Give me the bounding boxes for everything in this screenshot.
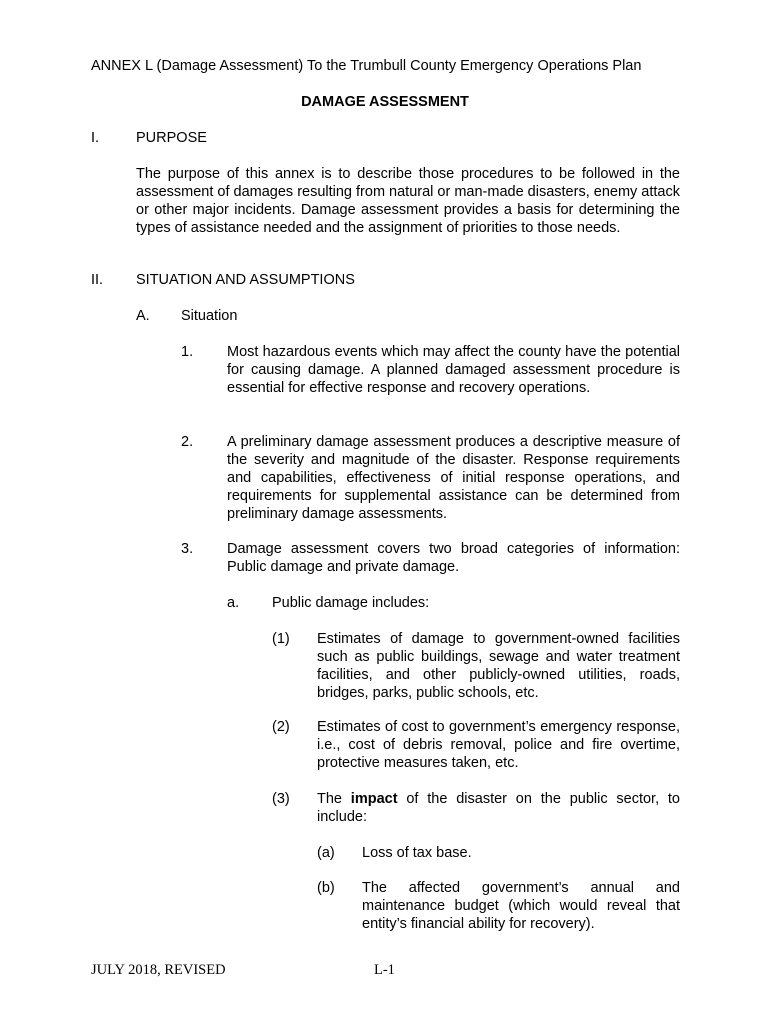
sub-list-letter: a. xyxy=(227,595,240,611)
list-item-number: 2. xyxy=(181,434,194,450)
nested-item-number: (1) xyxy=(272,631,290,647)
nested-item-number: (2) xyxy=(272,719,290,735)
footer-date: JULY 2018, REVISED xyxy=(91,962,226,978)
annex-header: ANNEX L (Damage Assessment) To the Trumbull County Emergency Operations Plan xyxy=(91,58,642,74)
section-number-purpose: I. xyxy=(91,130,100,146)
nested-item-text: Estimates of cost to government’s emergency response, i.e., cost of debris removal, police and fire overtime, protective measures taken, etc. xyxy=(317,719,680,771)
subsection-letter-a: A. xyxy=(136,308,150,324)
deep-item-text: The affected government’s annual and maintenance budget (which would reveal that entity’s financial ability for recovery). xyxy=(362,880,680,932)
nested-item-text: Estimates of damage to government-owned facilities such as public buildings, sewage and water treatment facilities, and other publicly-owned utilities, roads, bridges, parks, public schools, etc. xyxy=(317,631,680,701)
section-heading-situation: SITUATION AND ASSUMPTIONS xyxy=(136,272,355,288)
sub-list-heading: Public damage includes: xyxy=(272,595,430,611)
deep-item-letter: (b) xyxy=(317,880,335,896)
document-title: DAMAGE ASSESSMENT xyxy=(301,94,469,110)
subsection-heading-situation: Situation xyxy=(181,308,238,324)
impact-bold-word: impact xyxy=(350,791,398,807)
nested-item-number: (3) xyxy=(272,791,290,807)
nested-item-text xyxy=(317,790,680,826)
deep-item-letter: (a) xyxy=(317,845,335,861)
nested-item-text-after: of the disaster on the public sector, to include: xyxy=(317,791,680,825)
nested-item-text-before: The xyxy=(317,791,351,807)
list-item-text: A preliminary damage assessment produces a descriptive measure of the severity and magnitude of the disaster. Response requirements and capabilities, effectiveness of initial response operations, and requirements for supplemental assistance can be determined from preliminary damage assessments. xyxy=(227,434,680,522)
list-item-number: 3. xyxy=(181,541,194,557)
list-item-number: 1. xyxy=(181,344,194,360)
list-item-text: Damage assessment covers two broad categories of information: Public damage and private damage. xyxy=(227,541,680,575)
section-number-situation: II. xyxy=(91,272,104,288)
purpose-paragraph: The purpose of this annex is to describe those procedures to be followed in the assessment of damages resulting from natural or man-made disasters, enemy attack or other major incidents. Damage assessment provides a basis for determining the types of assistance needed and the assignment of priorities to those needs. xyxy=(136,166,680,236)
section-heading-purpose: PURPOSE xyxy=(136,130,207,146)
list-item-text: Most hazardous events which may affect the county have the potential for causing damage. A planned damaged assessment procedure is essential for effective response and recovery operations. xyxy=(227,344,680,396)
footer-page-number: L-1 xyxy=(374,962,395,978)
deep-item-text: Loss of tax base. xyxy=(362,845,472,861)
